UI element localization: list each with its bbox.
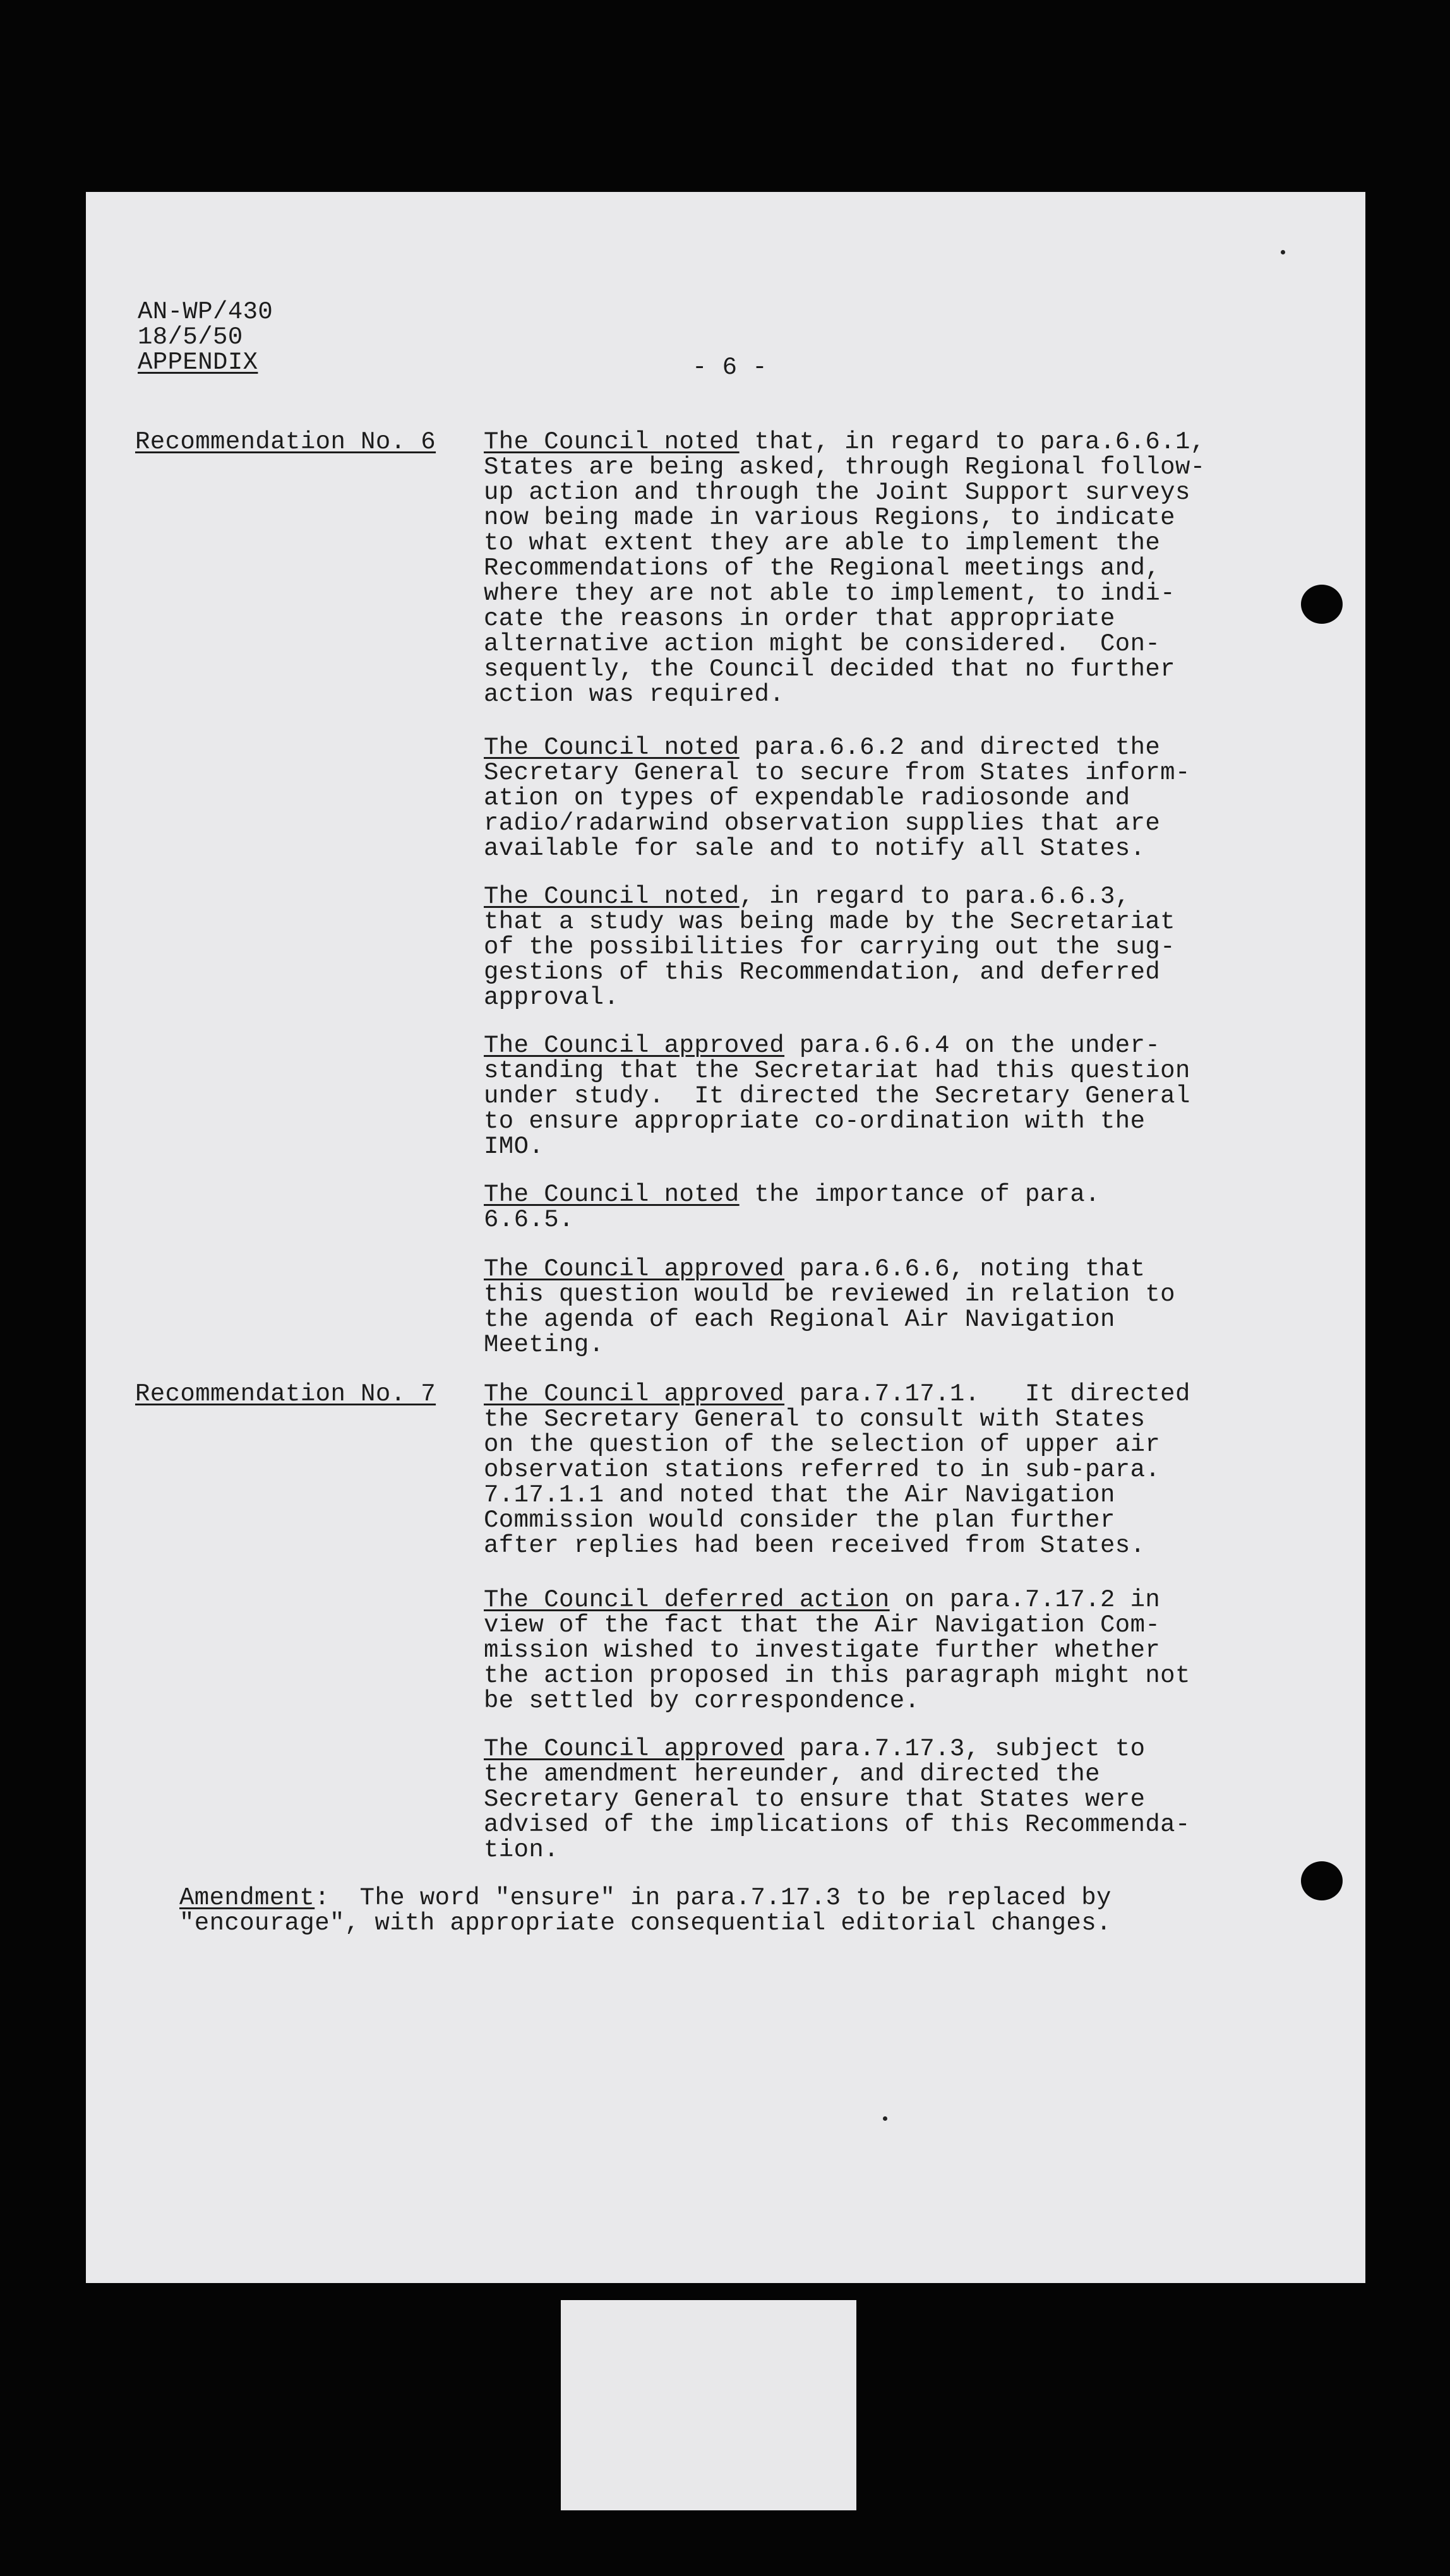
paragraph-text: para.6.6.6, noting that this question would be reviewed in relation to the agenda of each Regional Air Navigation Meeting. [484, 1255, 1175, 1359]
speck [883, 2116, 887, 2121]
recommendation-6-label: Recommendation No. 6 [135, 428, 436, 456]
rec7-paragraph-3 [484, 1736, 1273, 1863]
rec6-paragraph-5 [484, 1182, 1273, 1232]
paragraph-lead: The Council approved [484, 1032, 785, 1059]
paragraph-text: on para.7.17.2 in view of the fact that the Air Navigation Com- mission wished to investigate further whether the action proposed in this paragraph might not be settled by correspondence. [484, 1586, 1190, 1715]
recommendation-7-label: Recommendation No. 7 [135, 1380, 436, 1408]
document-header [138, 299, 273, 375]
paper-tab [561, 2300, 856, 2510]
rec6-paragraph-2 [484, 735, 1273, 861]
paragraph-lead: The Council deferred action [484, 1586, 890, 1614]
punch-hole-upper [1301, 585, 1343, 624]
rec7-paragraph-2 [484, 1587, 1273, 1714]
rec6-paragraph-4 [484, 1033, 1273, 1159]
speck [1281, 250, 1285, 254]
rec6-paragraph-3 [484, 884, 1273, 1010]
paragraph-text: para.6.6.2 and directed the Secretary General to secure from States inform- ation on types of expendable radiosonde and radio/radarwind observation supplies that are available for sale and to notify all States. [484, 734, 1190, 862]
document-page [86, 192, 1365, 2283]
punch-hole-lower [1301, 1861, 1343, 1900]
amendment-text: : The word "ensure" in para.7.17.3 to be replaced by "encourage", with appropriate consequential editorial changes. [179, 1884, 1111, 1937]
paragraph-lead: The Council approved [484, 1735, 785, 1763]
paragraph-text: para.7.17.1. It directed the Secretary General to consult with States on the question of the selection of upper air observation stations referred to in sub-para. 7.17.1.1 and noted that the Air Navigation Commission would consider the plan further after replies had been received from States. [484, 1380, 1190, 1559]
doc-section: APPENDIX [138, 349, 258, 376]
paragraph-text: para.6.6.4 on the under- standing that the Secretariat had this question under study. It directed the Secretary General to ensure appropriate co-ordination with the IMO. [484, 1032, 1190, 1160]
rec7-paragraph-1 [484, 1381, 1273, 1558]
paragraph-lead: The Council approved [484, 1380, 785, 1408]
page-number: - 6 - [692, 354, 768, 381]
paragraph-lead: The Council noted [484, 883, 740, 910]
rec6-paragraph-1 [484, 429, 1273, 707]
paragraph-lead: The Council approved [484, 1255, 785, 1283]
paragraph-text: para.7.17.3, subject to the amendment hereunder, and directed the Secretary General to ensure that States were advised of the implications of this Recommenda- tion. [484, 1735, 1190, 1864]
paragraph-text: that, in regard to para.6.6.1, States are being asked, through Regional follow- up action and through the Joint Support surveys now being made in various Regions, to indicate to what extent they are able to implement the Recommendations of the Regional meetings and, where they are not able to implement, to indi- cate the reasons in order that appropriate alternative action might be considered. Con- sequently, the Council decided that no further action was required. [484, 428, 1206, 708]
doc-reference: AN-WP/430 [138, 298, 273, 326]
paragraph-text: , in regard to para.6.6.3, that a study was being made by the Secretariat of the possibilities for carrying out the sug- gestions of this Recommendation, and deferred approval. [484, 883, 1175, 1011]
amendment-lead: Amendment [179, 1884, 315, 1912]
amendment-note [179, 1885, 1285, 1936]
paragraph-lead: The Council noted [484, 428, 740, 456]
paragraph-lead: The Council noted [484, 1181, 740, 1208]
doc-date: 18/5/50 [138, 323, 243, 351]
paragraph-text: the importance of para. 6.6.5. [484, 1181, 1100, 1234]
rec6-paragraph-6 [484, 1256, 1273, 1357]
paragraph-lead: The Council noted [484, 734, 740, 761]
